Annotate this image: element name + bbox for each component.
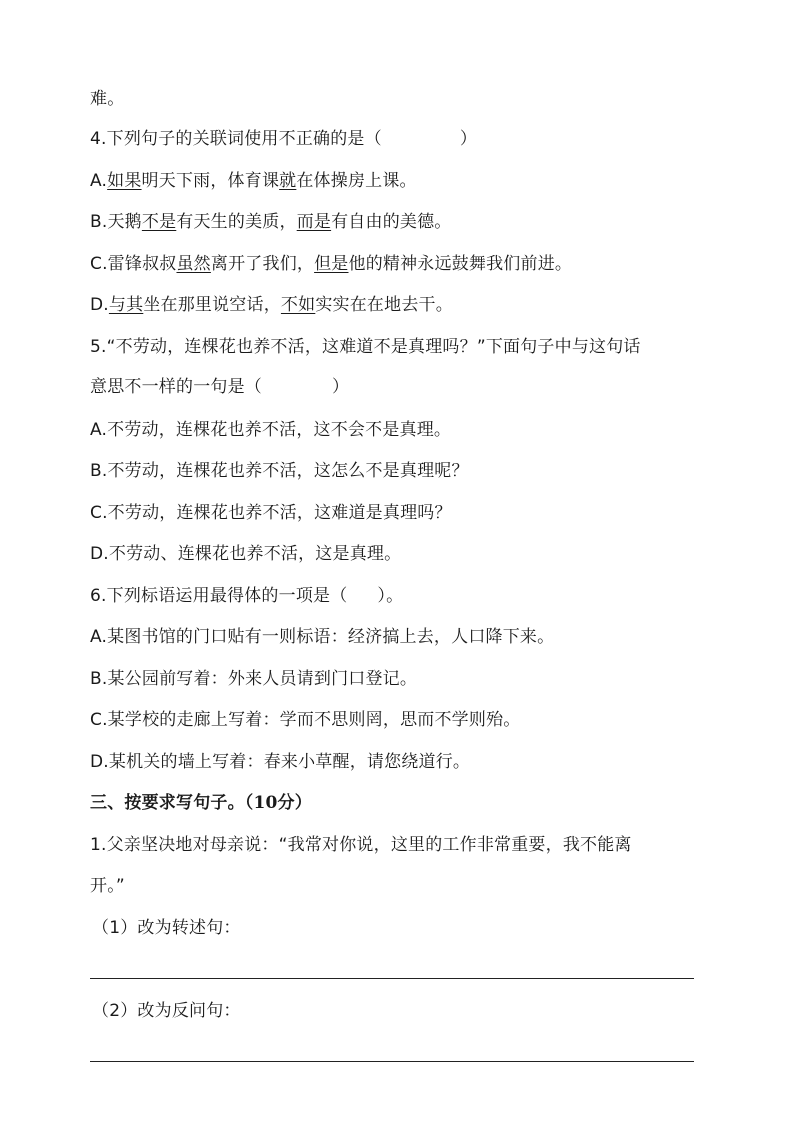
conjunction-underlined: 就	[279, 171, 297, 191]
conjunction-underlined: 而是	[296, 212, 332, 232]
section3-sub1-label: （1）改为转述句：	[92, 918, 241, 938]
q4-option-a: A.如果明天下雨，体育课就在体操房上课。	[90, 171, 417, 191]
section3-q1-line2: 开。”	[90, 876, 125, 896]
previous-question-tail: 难。	[90, 89, 125, 109]
conjunction-underlined: 但是	[314, 254, 349, 274]
q4-option-d: D.与其坐在那里说空话，不如实实在在地去干。	[90, 295, 453, 315]
q5-option-b: B.不劳动，连棵花也养不活，这怎么不是真理呢？	[90, 461, 469, 481]
q6-paren-close: ）。	[377, 586, 404, 606]
answer-line-1[interactable]	[90, 978, 694, 979]
q4-paren-close: ）	[459, 129, 478, 149]
conjunction-underlined: 不如	[280, 295, 316, 315]
q6-option-c: C.某学校的走廊上写着：学而不思则罔，思而不学则殆。	[90, 710, 521, 730]
q6-option-b: B.某公园前写着：外来人员请到门口登记。	[90, 669, 418, 689]
q5-option-d: D.不劳动、连棵花也养不活，这是真理。	[90, 544, 402, 564]
q5-stem-line1: 5.“不劳动，连棵花也养不活，这难道不是真理吗？”下面句子中与这句话	[90, 337, 641, 357]
answer-line-2[interactable]	[90, 1061, 694, 1062]
q5-stem-line2: 意思不一样的一句是（ ）	[90, 377, 350, 397]
q6-option-d: D.某机关的墙上写着：春来小草醒，请您绕道行。	[90, 752, 471, 772]
q4-option-c: C.雷锋叔叔虽然离开了我们，但是他的精神永远鼓舞我们前进。	[90, 254, 573, 274]
conjunction-underlined: 虽然	[176, 254, 211, 274]
section3-sub2-label: （2）改为反问句：	[92, 1001, 241, 1021]
q4-option-b: B.天鹅不是有天生的美质，而是有自由的美德。	[90, 212, 452, 232]
q6-option-a: A.某图书馆的门口贴有一则标语：经济搞上去，人口降下来。	[90, 627, 555, 647]
conjunction-underlined: 不是	[141, 212, 177, 232]
q5-option-c: C.不劳动，连棵花也养不活，这难道是真理吗？	[90, 503, 452, 523]
conjunction-underlined: 与其	[108, 295, 144, 315]
q5-option-a: A.不劳动，连棵花也养不活，这不会不是真理。	[90, 420, 452, 440]
conjunction-underlined: 如果	[107, 171, 142, 191]
q4-stem	[90, 128, 477, 150]
q5-paren-close: ）	[332, 377, 350, 397]
section3-q1-line1: 1.父亲坚决地对母亲说：“我常对你说，这里的工作非常重要，我不能离	[90, 835, 632, 855]
q6-stem: 6.下列标语运用最得体的一项是（ ）。	[90, 586, 404, 606]
q4-stem-text: 4.下列句子的关联词使用不正确的是（	[90, 129, 382, 149]
section3-heading: 三、按要求写句子。（10分）	[90, 793, 312, 813]
